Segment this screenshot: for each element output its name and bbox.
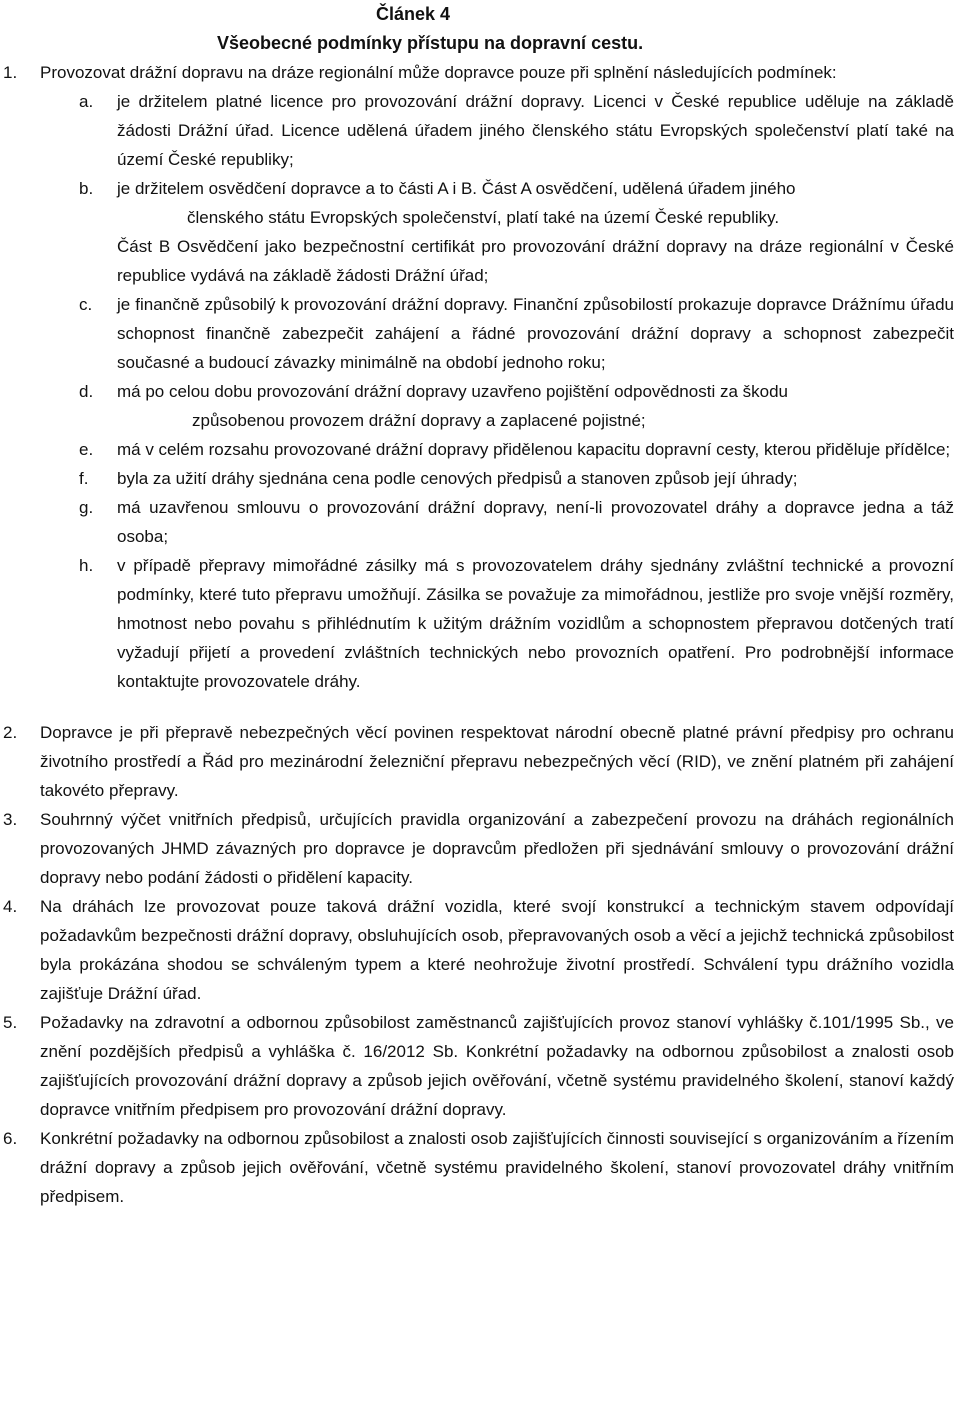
item-text: Souhrnný výčet vnitřních předpisů, určujících pravidla organizování a zabezpečení provozu na dráhách regionálních provozovaných JHMD závazných pro dopravce je dopravcům předložen při sjednávání smlouvy o provozování drážní dopravy nebo podání žádosti o přidělení kapacity.: [40, 810, 954, 887]
list-item-5: [0, 1008, 960, 1124]
subitem-text-line1: má po celou dobu provozování drážní dopravy uzavřeno pojištění odpovědnosti za škodu: [117, 382, 788, 401]
item-text: Požadavky na zdravotní a odbornou způsobilost zaměstnanců zajišťujících provoz stanoví vyhlášky č.101/1995 Sb., ve znění pozdějších předpisů a vyhláška č. 16/2012 Sb. Konkrétní požadavky na odbornou způsobilost a znalosti osob zajišťujících provozování drážní dopravy a způsob jejich ověřování, včetně systému pravidelného školení, stanoví každý dopravce vnitřním předpisem pro provozování drážní dopravy.: [40, 1013, 954, 1119]
item-number: 1.: [3, 63, 18, 82]
item-number: 6.: [3, 1129, 18, 1148]
item-number: 3.: [3, 810, 18, 829]
item-number: 5.: [3, 1013, 18, 1032]
subitem-letter: h.: [79, 556, 94, 575]
subitem-letter: g.: [79, 498, 94, 517]
subitem-text-line2: členského státu Evropských společenství, platí také na území České republiky.: [187, 208, 780, 227]
subitem-b: [0, 174, 960, 290]
subitem-letter: d.: [79, 382, 94, 401]
subitem-g: [0, 493, 960, 551]
item-text: Na dráhách lze provozovat pouze taková drážní vozidla, které svojí konstrukcí a technickým stavem odpovídají požadavkům bezpečnosti drážní dopravy, obsluhujících osob, přepravovaných osob a věcí a jejichž technická způsobilost byla prokázána shodou se schváleným typem a které neohrožuje životní prostředí. Schválení typu drážního vozidla zajišťuje Drážní úřad.: [40, 897, 954, 1003]
subitem-text: byla za užití dráhy sjednána cena podle cenových předpisů a stanoven způsob její úhrady;: [117, 469, 798, 488]
article-title: Článek 4: [376, 4, 451, 24]
item-text: Provozovat drážní dopravu na dráze regionální může dopravce pouze při splnění následujících podmínek:: [40, 63, 837, 82]
subitem-letter: a.: [79, 92, 94, 111]
subitem-letter: c.: [79, 295, 93, 314]
subitem-text-line2: způsobenou provozem drážní dopravy a zaplacené pojistné;: [192, 411, 646, 430]
subitem-text: je finančně způsobilý k provozování drážní dopravy. Finanční způsobilostí prokazuje dopravce Drážnímu úřadu schopnost finančně zabezpečit zahájení a řádné provozování drážní dopravy a schopnost zabezpečit současné a budoucí závazky minimálně na období jednoho roku;: [117, 295, 954, 372]
subitem-f: [0, 464, 960, 493]
item-number: 2.: [3, 723, 18, 742]
item-text: Dopravce je při přepravě nebezpečných věcí povinen respektovat národní obecně platné právní předpisy pro ochranu životního prostředí a Řád pro mezinárodní železniční přepravu nebezpečných věcí (RID), ve znění platném při zahájení takovéto přepravy.: [40, 723, 954, 800]
list-item-1: [0, 58, 960, 87]
subitem-a: [0, 87, 960, 174]
list-item-2: [0, 718, 960, 805]
subitem-text-rest: Část B Osvědčení jako bezpečnostní certifikát pro provozování drážní dopravy na dráze regionální v České republice vydává na základě žádosti Drážní úřad;: [117, 237, 954, 285]
subitem-d: [0, 377, 960, 435]
list-item-6: [0, 1124, 960, 1211]
article-subtitle: Všeobecné podmínky přístupu na dopravní cestu.: [217, 33, 644, 53]
article-heading: [0, 0, 960, 58]
subitem-text: má v celém rozsahu provozované drážní dopravy přidělenou kapacitu dopravní cesty, kterou přiděluje přídělce;: [117, 440, 951, 459]
subitem-h: [0, 551, 960, 696]
subitem-e: [0, 435, 960, 464]
subitem-letter: e.: [79, 440, 94, 459]
item-text: Konkrétní požadavky na odbornou způsobilost a znalosti osob zajišťujících činnosti související s organizováním a řízením drážní dopravy a způsob jejich ověřování, včetně systému pravidelného školení, stanoví provozovatel dráhy vnitřním předpisem.: [40, 1129, 954, 1206]
subitem-c: [0, 290, 960, 377]
list-item-3: [0, 805, 960, 892]
spacer: [0, 696, 960, 718]
subitem-letter: f.: [79, 469, 89, 488]
subitem-letter: b.: [79, 179, 94, 198]
subitem-text: má uzavřenou smlouvu o provozování drážní dopravy, není-li provozovatel dráhy a dopravce jedna a táž osoba;: [117, 498, 954, 546]
item-number: 4.: [3, 897, 18, 916]
list-item-4: [0, 892, 960, 1008]
subitem-text: je držitelem platné licence pro provozování drážní dopravy. Licenci v České republice uděluje na základě žádosti Drážní úřad. Licence udělená úřadem jiného členského státu Evropských společenství platí také na území České republiky;: [117, 92, 954, 169]
subitem-text-line1: je držitelem osvědčení dopravce a to části A i B. Část A osvědčení, udělená úřadem jiného: [117, 179, 796, 198]
subitem-text: v případě přepravy mimořádné zásilky má s provozovatelem dráhy sjednány zvláštní technické a provozní podmínky, které tuto přepravu umožňují. Zásilka se považuje za mimořádnou, jestliže pro svoje vnější rozměry, hmotnost nebo povahu s přihlédnutím k užitým drážním vozidlům a schopnostem přepravou dotčených tratí vyžadují přijetí a provedení zvláštních technických nebo provozních opatření. Pro podrobnější informace kontaktujte provozovatele dráhy.: [117, 556, 954, 691]
